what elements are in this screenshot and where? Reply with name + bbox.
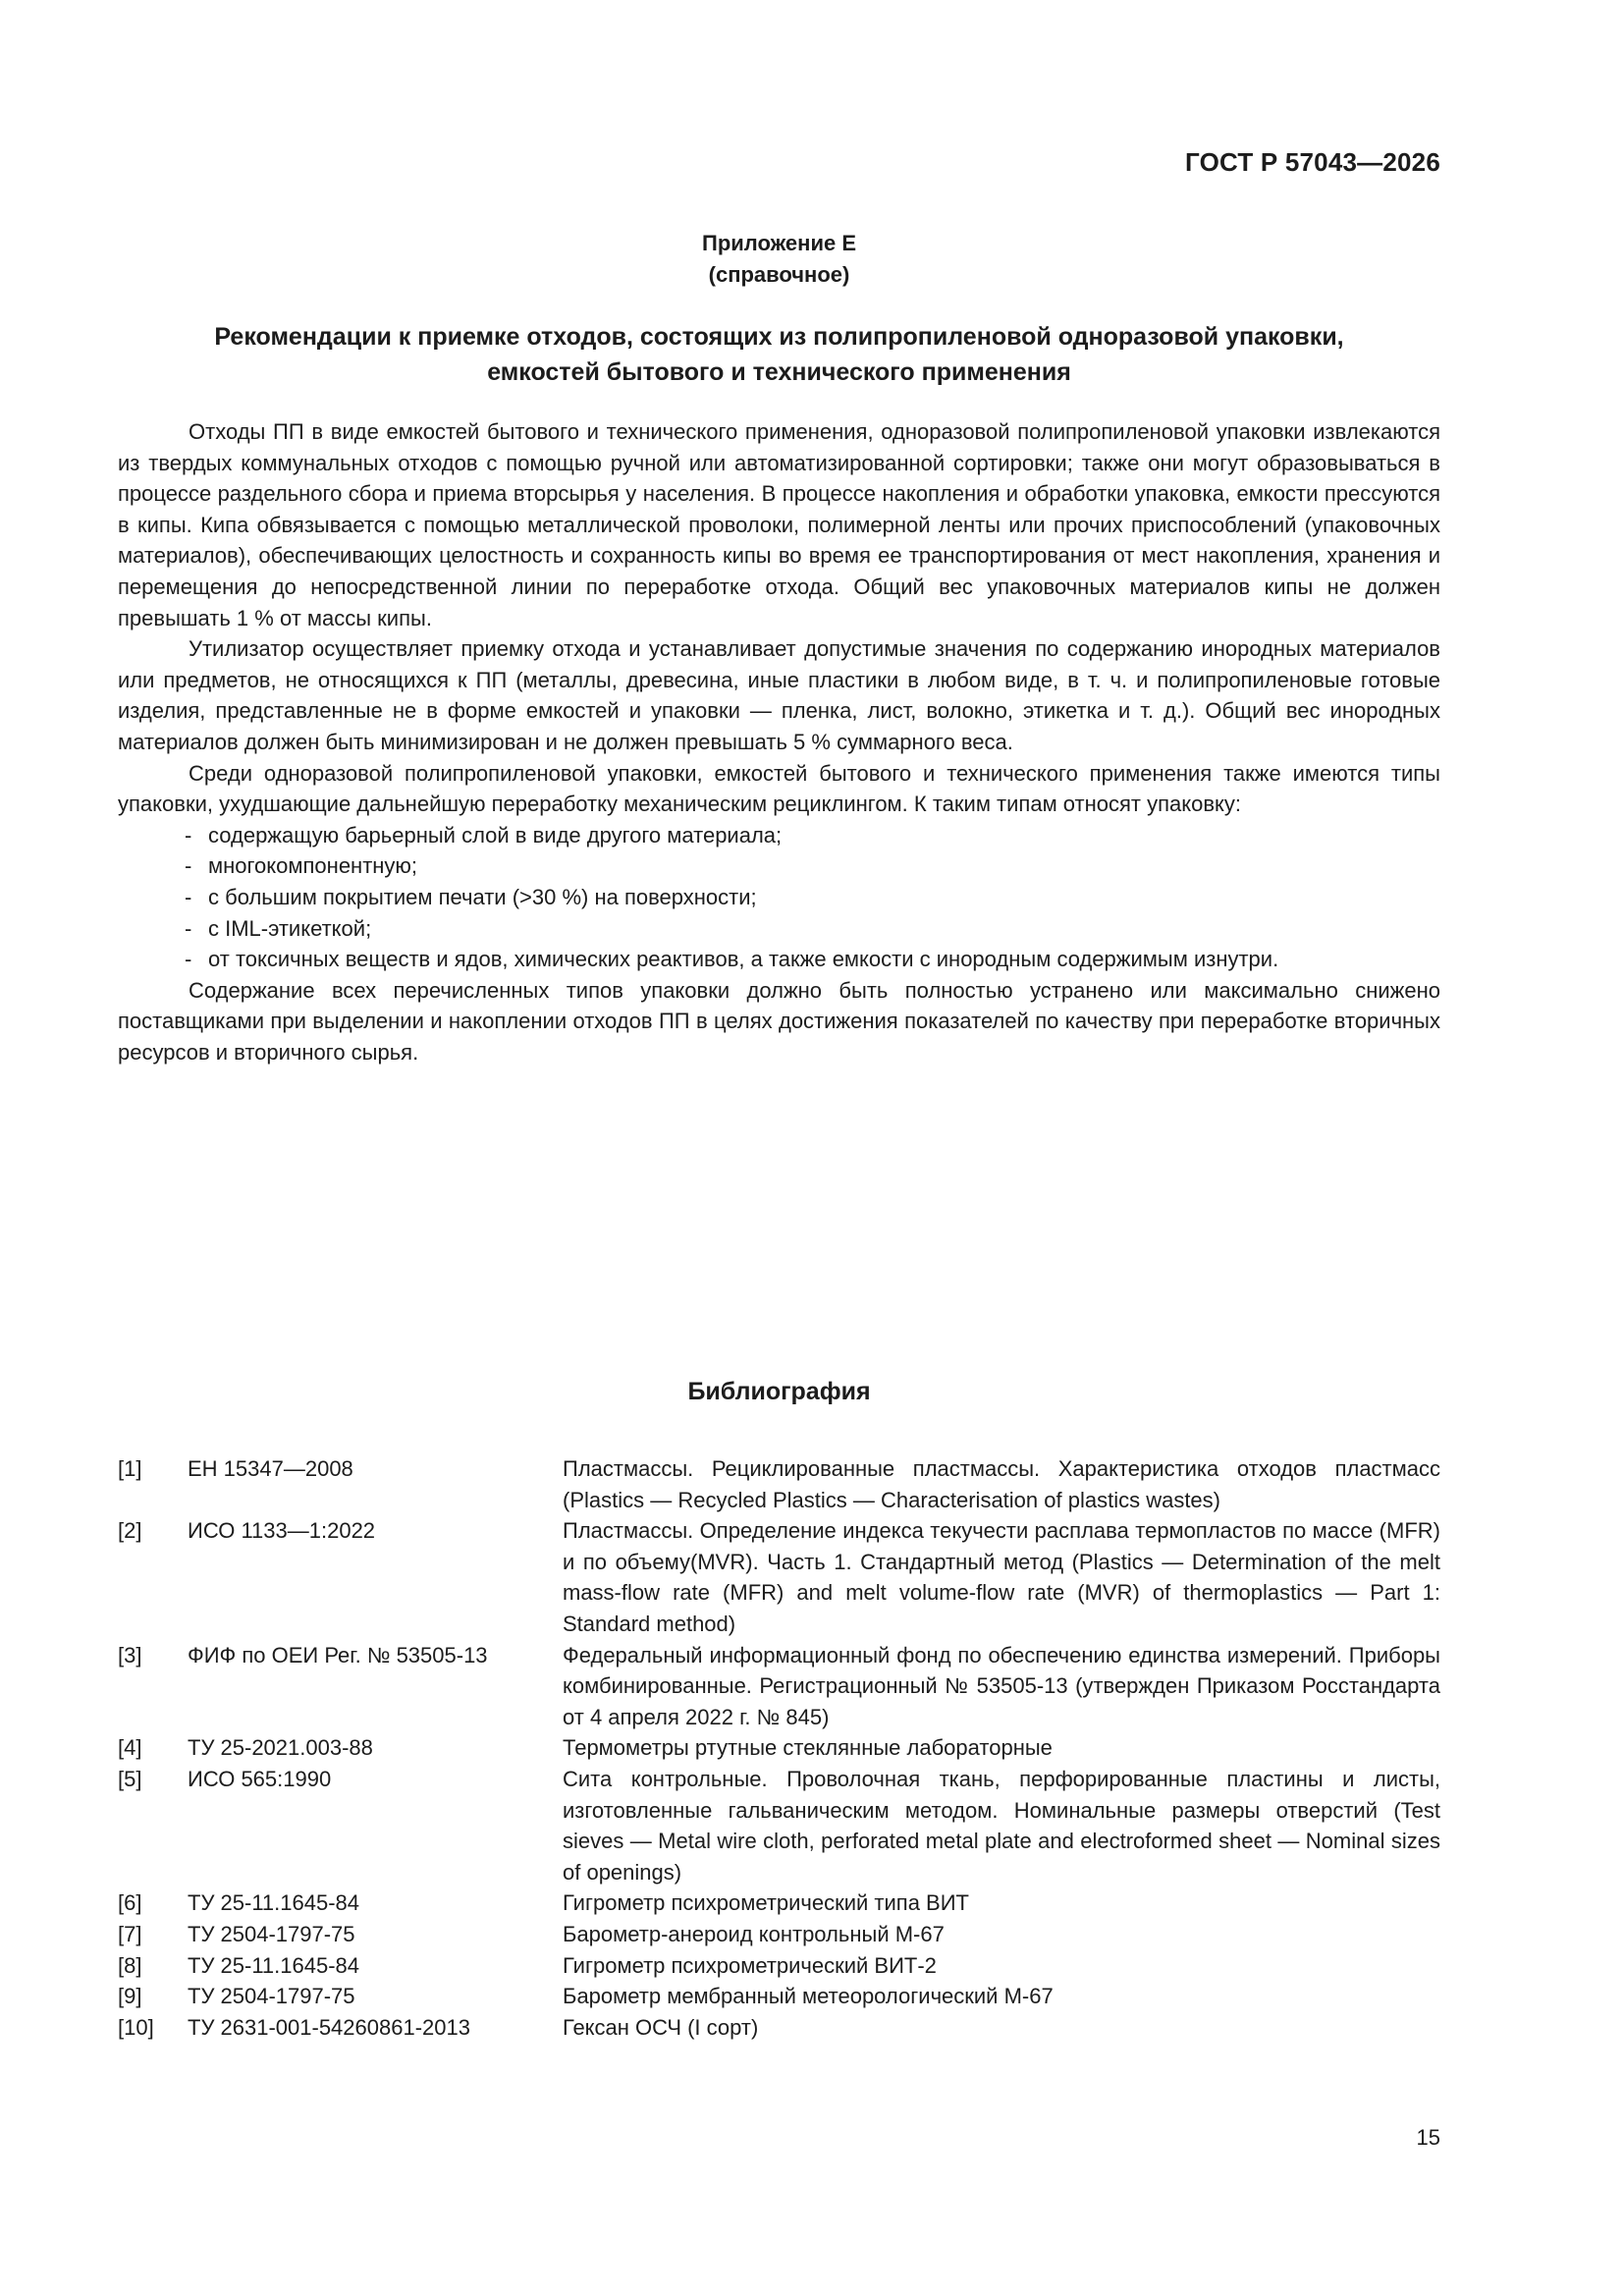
entry-description: Пластмассы. Рециклированные пластмассы. Характеристика отходов пластмасс (Plastics — Recycled Plastics — Characterisation of plastics wastes) xyxy=(563,1456,1440,1512)
appendix-title xyxy=(118,319,1440,390)
appendix-type: (справочное) xyxy=(708,262,850,287)
entry-number: [10] xyxy=(118,2014,154,2040)
entry-code: ТУ 2631-001-54260861-2013 xyxy=(188,2014,470,2040)
list-marker: - xyxy=(185,822,192,847)
list-item xyxy=(185,913,1440,945)
list-item xyxy=(185,944,1440,975)
entry-description: Гексан ОСЧ (I сорт) xyxy=(563,2014,759,2040)
bibliography-entry xyxy=(118,1640,1440,1733)
entry-number: [2] xyxy=(118,1518,142,1544)
paragraph: Отходы ПП в виде емкостей бытового и технического применения, одноразовой полипропиленовой упаковки извлекаются из твердых коммунальных отходов с помощью ручной или автоматизированной сортировки; также они могут образовываться в процессе раздельного сбора и приема вторсырья у населения. В процессе накопления и обработки упаковка, емкости прессуются в кипы. Кипа обвязывается с помощью металлической проволоки, полимерной ленты или прочих приспособлений (упаковочных материалов), обеспечивающих целостность и сохранность кипы во время ее транспортирования от мест накопления, хранения и перемещения до непосредственной линии по переработке отхода. Общий вес упаковочных материалов кипы не должен превышать 1 % от массы кипы. xyxy=(118,419,1440,630)
bibliography-entry xyxy=(118,1981,1440,2012)
entry-number: [6] xyxy=(118,1890,142,1916)
entry-number: [8] xyxy=(118,1952,142,1978)
entry-description: Гигрометр психрометрический ВИТ-2 xyxy=(563,1952,937,1978)
list-item-text: многокомпонентную; xyxy=(208,853,418,879)
entry-number: [5] xyxy=(118,1766,142,1791)
list-marker: - xyxy=(185,915,192,941)
entry-number: [4] xyxy=(118,1735,142,1761)
entry-description: Гигрометр психрометрический типа ВИТ xyxy=(563,1890,969,1916)
entry-description: Барометр-анероид контрольный М-67 xyxy=(563,1921,945,1946)
entry-description: Барометр мембранный метеорологический М-67 xyxy=(563,1984,1054,2009)
entry-code: ТУ 25-2021.003-88 xyxy=(188,1735,373,1761)
appendix-title-line1: Рекомендации к приемке отходов, состоящих из полипропиленовой одноразовой упаковки, xyxy=(214,323,1344,351)
entry-code: ФИФ по ОЕИ Рег. № 53505-13 xyxy=(188,1642,488,1667)
bibliography-entry xyxy=(118,1919,1440,1950)
bibliography-entry xyxy=(118,1764,1440,1887)
list-item-text: с большим покрытием печати (>30 %) на поверхности; xyxy=(208,884,757,909)
entry-number: [7] xyxy=(118,1921,142,1946)
appendix-title-line2: емкостей бытового и технического применения xyxy=(487,358,1071,386)
entry-description: Термометры ртутные стеклянные лабораторные xyxy=(563,1735,1053,1761)
bibliography-entry xyxy=(118,1515,1440,1639)
bibliography-title: Библиография xyxy=(687,1378,871,1405)
entry-description: Пластмассы. Определение индекса текучести расплава термопластов по массе (MFR) и по объему(MVR). Часть 1. Стандартный метод (Plastics — Determination of the melt mass-flow rate (MFR) and melt volume-flow rate (MVR) of thermoplastics — Part 1: Standard method) xyxy=(563,1518,1440,1636)
bibliography-entry xyxy=(118,1950,1440,1982)
entry-code: ТУ 2504-1797-75 xyxy=(188,1921,355,1946)
bibliography-entry xyxy=(118,2012,1440,2044)
entry-description: Федеральный информационный фонд по обеспечению единства измерений. Приборы комбинированные. Регистрационный № 53505-13 (утвержден Приказом Росстандарта от 4 апреля 2022 г. № 845) xyxy=(563,1642,1440,1729)
bibliography-list xyxy=(118,1453,1440,2043)
entry-code: ТУ 25-11.1645-84 xyxy=(188,1890,360,1916)
list-item-text: с IML-этикеткой; xyxy=(208,915,372,941)
entry-code: ЕН 15347—2008 xyxy=(188,1456,353,1481)
entry-code: ТУ 2504-1797-75 xyxy=(188,1984,355,2009)
list-marker: - xyxy=(185,853,192,879)
paragraph: Содержание всех перечисленных типов упаковки должно быть полностью устранено или максимально снижено поставщиками при выделении и накоплении отходов ПП в целях достижения показателей по качеству при переработке вторичных ресурсов и вторичного сырья. xyxy=(118,977,1440,1065)
paragraph: Утилизатор осуществляет приемку отхода и устанавливает допустимые значения по содержанию инородных материалов или предметов, не относящихся к ПП (металлы, древесина, иные пластики в любом виде, в т. ч. и полипропиленовые готовые изделия, представленные не в форме емкостей и упаковки — пленка, лист, волокно, этикетка и т. д.). Общий вес инородных материалов должен быть минимизирован и не должен превышать 5 % суммарного веса. xyxy=(118,636,1440,754)
entry-code: ИСО 1133—1:2022 xyxy=(188,1518,376,1544)
entry-code: ИСО 565:1990 xyxy=(188,1766,332,1791)
document-code: ГОСТ Р 57043—2026 xyxy=(1185,147,1440,177)
list-item-text: содержащую барьерный слой в виде другого материала; xyxy=(208,822,783,847)
appendix-heading xyxy=(118,228,1440,291)
list-item xyxy=(185,850,1440,882)
entry-number: [9] xyxy=(118,1984,142,2009)
paragraph: Среди одноразовой полипропиленовой упаковки, емкостей бытового и технического применения также имеются типы упаковки, ухудшающие дальнейшую переработку механическим рециклингом. К таким типам относят упаковку: xyxy=(118,760,1440,817)
entry-number: [1] xyxy=(118,1456,142,1481)
list-marker: - xyxy=(185,884,192,909)
bibliography-entry xyxy=(118,1453,1440,1515)
list-item-text: от токсичных веществ и ядов, химических реактивов, а также емкости с инородным содержимым изнутри. xyxy=(208,947,1279,972)
list-item xyxy=(185,820,1440,851)
bibliography-entry xyxy=(118,1887,1440,1919)
entry-number: [3] xyxy=(118,1642,142,1667)
bibliography-entry xyxy=(118,1732,1440,1764)
packaging-type-list xyxy=(118,820,1440,975)
appendix-body xyxy=(118,416,1440,1067)
list-item xyxy=(185,882,1440,913)
list-marker: - xyxy=(185,947,192,972)
entry-description: Сита контрольные. Проволочная ткань, перфорированные пластины и листы, изготовленные гальваническим методом. Номинальные размеры отверстий (Test sieves — Metal wire cloth, perforated metal plate and electroformed sheet — Nominal sizes of openings) xyxy=(563,1766,1440,1885)
appendix-label: Приложение Е xyxy=(702,231,856,255)
page-number: 15 xyxy=(1416,2125,1440,2150)
entry-code: ТУ 25-11.1645-84 xyxy=(188,1952,360,1978)
